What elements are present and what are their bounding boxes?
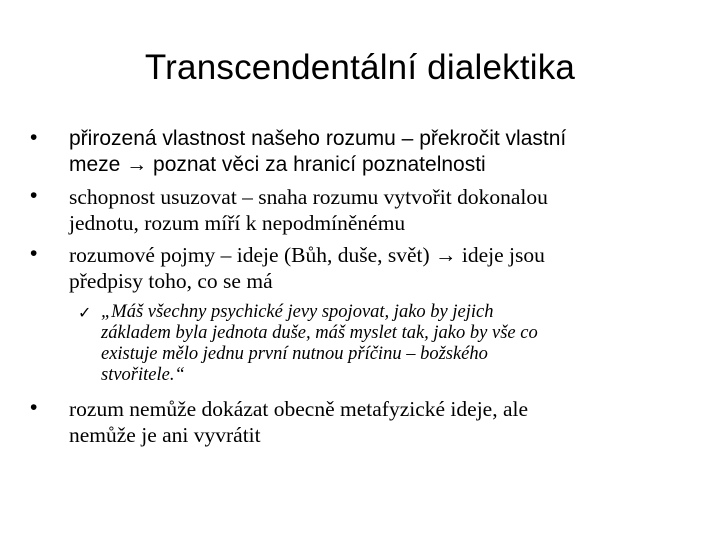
bullet-line: rozumové pojmy – ideje (Bůh, duše, svět) → ideje jsou (69, 243, 545, 267)
bullet-line: přirozená vlastnost našeho rozumu – překročit vlastní (69, 127, 567, 150)
bullet-list (30, 126, 690, 448)
bullet-dot-icon: • (30, 126, 38, 149)
bullet-line: meze → poznat věci za hranicí poznatelnosti (69, 153, 486, 176)
quote-line: základem byla jednota duše, máš myslet tak, jako by vše co (101, 323, 538, 343)
bullet-line: nemůže je ani vyvrátit (69, 423, 261, 447)
checkmark-icon: ✓ (78, 303, 92, 322)
bullet-dot-icon: • (30, 396, 38, 419)
bullet-item (30, 126, 690, 178)
bullet-line: předpisy toho, co se má (69, 269, 273, 293)
quote-line: existuje mělo jednu první nutnou příčinu – božského (101, 344, 488, 364)
bullet-dot-icon: • (30, 242, 38, 265)
bullet-line: rozum nemůže dokázat obecně metafyzické ideje, ale (69, 397, 529, 421)
bullet-item (30, 242, 690, 294)
bullet-line: jednotu, rozum míří k nepodmíněnému (69, 211, 406, 235)
slide-title: Transcendentální dialektika (144, 48, 576, 87)
quote-line: „Máš všechny psychické jevy spojovat, jako by jejich (101, 302, 494, 322)
sub-bullet-quote (78, 302, 691, 386)
bullet-item (30, 396, 690, 448)
bullet-line: schopnost usuzovat – snaha rozumu vytvořit dokonalou (69, 185, 548, 209)
bullet-dot-icon: • (30, 184, 38, 207)
quote-line: stvořitele.“ (101, 365, 185, 385)
bullet-item (30, 184, 690, 236)
